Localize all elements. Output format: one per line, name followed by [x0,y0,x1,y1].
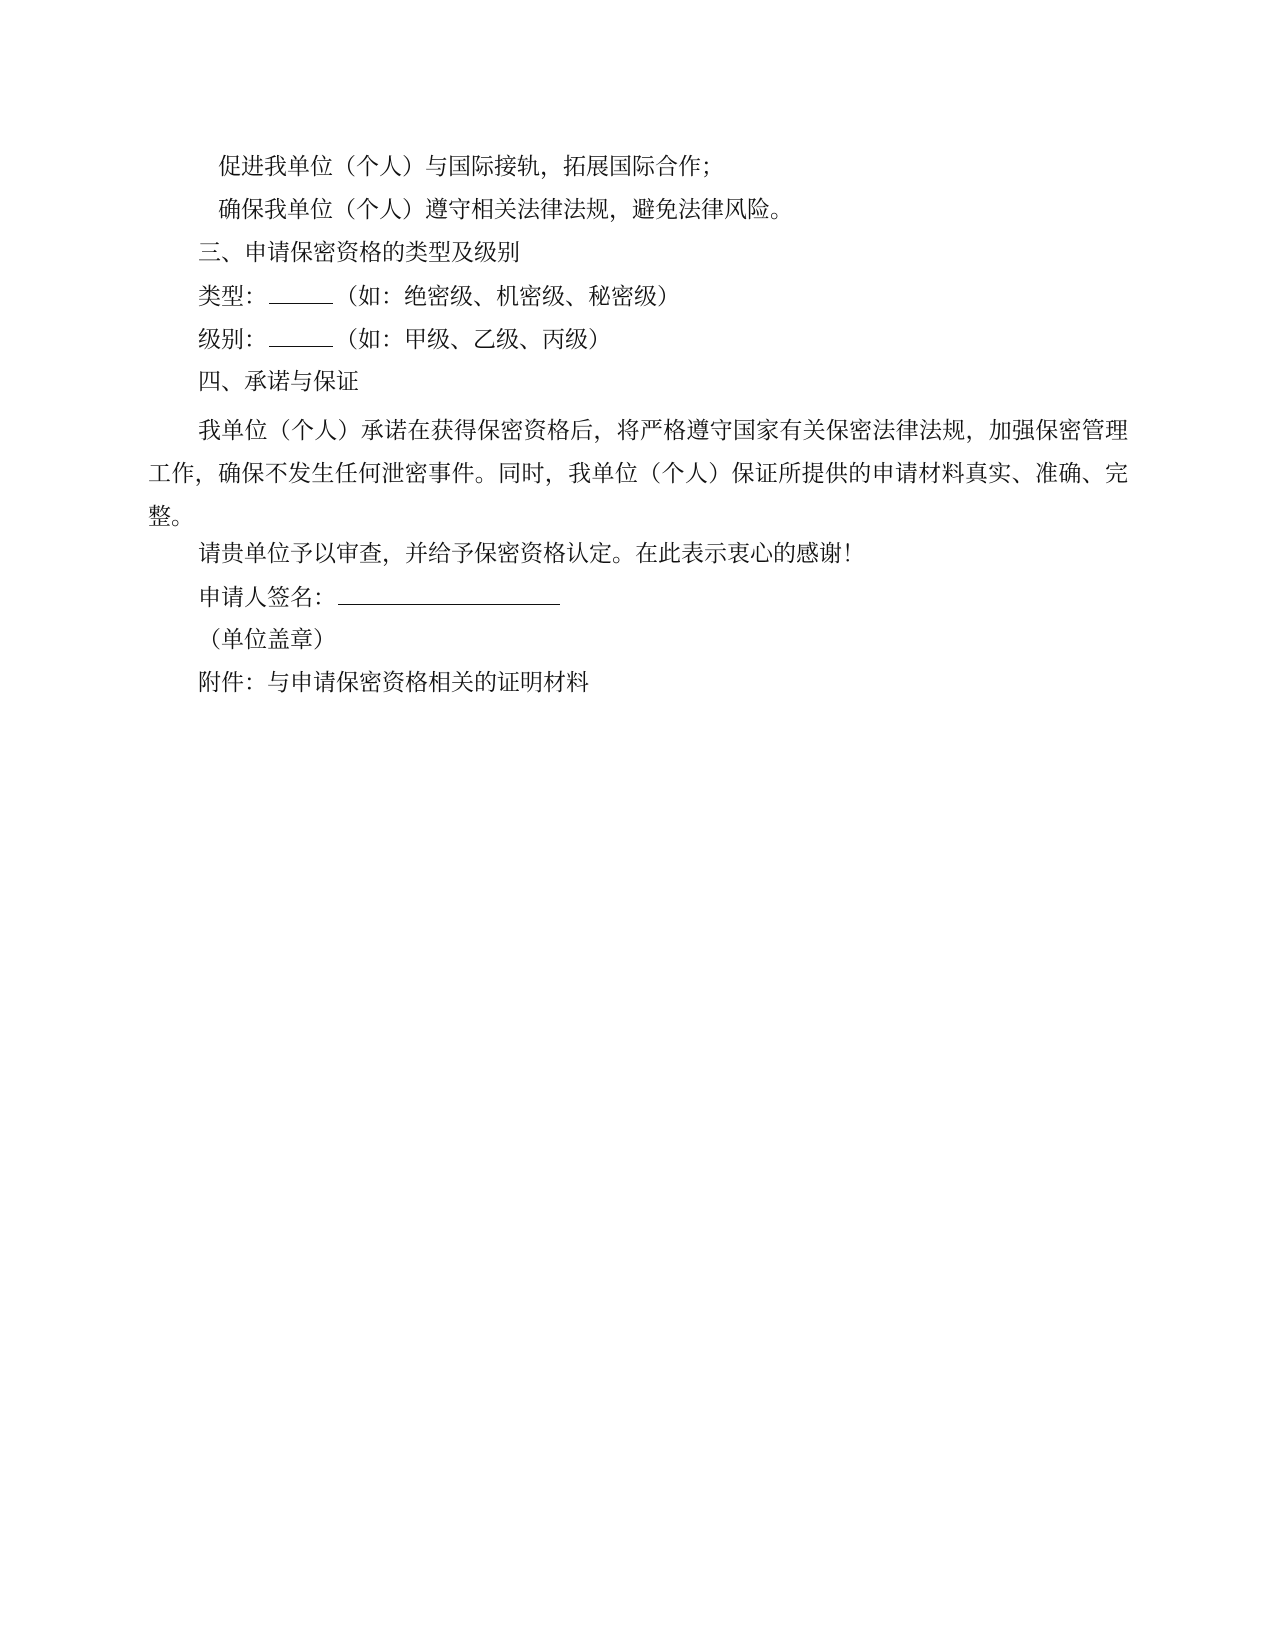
signature-blank [338,582,560,605]
commitment-paragraph: 我单位（个人）承诺在获得保密资格后，将严格遵守国家有关保密法律法规，加强保密管理工作，确保不发生任何泄密事件。同时，我单位（个人）保证所提供的申请材料真实、准确、完整。 [148,418,1128,530]
attachment-note: 附件：与申请保密资格相关的证明材料 [198,670,589,696]
type-hint: （如：绝密级、机密级、秘密级） [335,284,680,310]
section-4-heading: 四、承诺与保证 [198,369,359,395]
purpose-item-legal: 确保我单位（个人）遵守相关法律法规，避免法律风险。 [218,197,793,223]
level-hint: （如：甲级、乙级、丙级） [335,327,611,353]
type-blank [269,281,333,304]
level-line [198,324,611,355]
purpose-item-international: 促进我单位（个人）与国际接轨，拓展国际合作； [218,154,724,180]
level-blank [269,324,333,347]
type-label: 类型： [198,284,267,310]
signature-label: 申请人签名： [198,585,336,611]
section-3-heading: 三、申请保密资格的类型及级别 [198,240,520,266]
unit-seal: （单位盖章） [198,627,336,653]
closing-request: 请贵单位予以审查，并给予保密资格认定。在此表示衷心的感谢！ [198,541,865,567]
level-label: 级别： [198,327,267,353]
signature-line [198,582,562,613]
type-line [198,281,680,312]
